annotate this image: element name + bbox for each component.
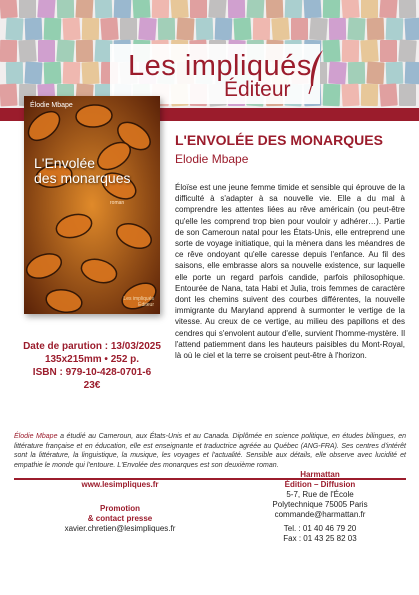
monarch-butterflies-illustration <box>24 96 160 314</box>
website-link[interactable]: www.lesimpliques.fr <box>81 480 159 489</box>
book-tile <box>347 18 365 41</box>
book-tile <box>100 17 118 40</box>
book-author: Elodie Mbape <box>175 152 249 166</box>
logo-text: Les impliqués <box>128 50 312 82</box>
book-tile <box>253 18 270 40</box>
book-tile <box>341 0 359 19</box>
book-tile <box>95 0 113 18</box>
book-tile <box>0 84 18 107</box>
book-tile <box>190 0 207 18</box>
book-tile <box>76 40 93 62</box>
cover-publisher-sub: Éditeur <box>138 302 154 308</box>
book-tile <box>0 40 17 62</box>
book-tile <box>361 0 378 18</box>
book-tile <box>398 39 416 62</box>
book-tile <box>233 18 251 41</box>
book-tile <box>208 0 226 19</box>
book-tile <box>56 39 74 62</box>
distributor-address-1: 5-7, Rue de l'École <box>286 490 354 499</box>
book-tile <box>215 18 233 41</box>
book-tile <box>399 84 416 106</box>
book-tile <box>342 40 359 62</box>
book-title: L'ENVOLÉE DES MONARQUES <box>175 132 383 148</box>
book-format: 135x215mm • 252 p. <box>44 354 140 365</box>
cover-publisher <box>123 296 154 308</box>
book-tile <box>379 0 397 19</box>
book-tile <box>303 0 321 18</box>
book-tile <box>361 84 378 106</box>
feather-icon <box>306 48 326 96</box>
distributor-address-2: Polytechnique 75005 Paris <box>272 500 368 509</box>
book-tile <box>348 62 365 84</box>
book-tile <box>24 62 42 85</box>
book-tile <box>386 18 404 41</box>
header-banner <box>0 0 419 108</box>
bio-text: a étudié au Cameroun, aux États-Unis et au Canada. Diplômée en science politique, en études bilingues, en littérature française et en éducation, elle est enseignante et traductrice agréée au Québec (ANG-FRA). Ses centres d'intérêt sont la littérature, la linguistique, la musique, les voyages et l'actualité. Sensible aux détails, elle observe avec lucidité et empathie le monde qui l'entoure. L'Envolée des monarques est son deuxième roman. <box>14 433 406 469</box>
book-tile <box>367 18 385 41</box>
book-tile <box>63 62 81 85</box>
book-tile <box>329 18 346 40</box>
cover-publisher-name: Les impliqués <box>123 296 154 302</box>
distributor-phone: Tel. : 01 40 46 79 20 <box>283 524 357 533</box>
release-date: Date de parution : 13/03/2025 <box>23 341 161 352</box>
book-tile <box>152 0 169 18</box>
book-tile <box>114 0 132 18</box>
book-tile <box>291 18 308 40</box>
isbn: ISBN : 979-10-428-0701-6 <box>32 367 152 378</box>
book-tile <box>170 0 188 19</box>
book-tile <box>18 39 36 62</box>
cover-title-line1: L'Envolée <box>34 155 96 171</box>
book-tile <box>196 18 214 41</box>
book-tile <box>360 39 378 62</box>
distributor-info <box>240 470 400 544</box>
book-tile <box>246 0 264 18</box>
book-tile <box>120 18 137 40</box>
promo-label: Promotion <box>100 504 140 513</box>
book-tile <box>38 40 55 62</box>
cover-author: Élodie Mbape <box>30 102 73 109</box>
book-tile <box>6 62 23 84</box>
cover-title-line2: des monarques <box>34 170 131 186</box>
book-tile <box>341 84 359 107</box>
book-tile <box>132 0 150 18</box>
book-tile <box>176 18 194 41</box>
book-tile <box>75 0 93 18</box>
distributor-name: Harmattan <box>300 470 340 479</box>
book-tile <box>158 18 175 40</box>
book-tile <box>228 0 245 18</box>
book-tile <box>404 18 419 41</box>
book-tile <box>386 62 404 85</box>
book-tile <box>399 0 416 18</box>
book-tile <box>82 18 99 40</box>
book-tile <box>5 18 23 41</box>
book-tile <box>37 0 55 19</box>
book-tile <box>328 61 346 84</box>
synopsis: Éloïse est une jeune femme timide et sensible qui éprouve de la difficulté à s'adapter à sa nouvelle vie. Elle a du mal à comprendre les attentes liées au rêve américain (ou peut-être qu'elle les comprend trop bien pour vouloir y adhérer…). Partie de son Cameroun natal pour les États-Unis, elle entreprend une sorte de voyage initiatique, qui la mènera dans les méandres de ce rêve ondoyant qu'elle caresse depuis l'enfance. Au fil des saisons, elle embrasse alors sa nouvelle existence, sur laquelle elle porte un regard parfois candide, parfois philosophique. Entourée de Nana, tata Habi et Julia, trois femmes de caractère dont les chemins suivent des courbes différentes, la nouvelle immigrante du Maryland apprend à surmonter le vertige de la vitesse. Au creux de ce vertige, au milieu des papillons et des cendres qui s'envolent autour d'elle, survient l'homme-mystère. Il l'attend patiemment dans les hauteurs paisibles du Mont-Royal, là où le ciel et la terre se croisent peut-être à l'horizon. <box>175 183 405 361</box>
book-tile <box>81 62 99 85</box>
book-tile <box>57 0 74 18</box>
book-tile <box>271 17 289 40</box>
book-tile <box>285 0 303 18</box>
book-tile <box>0 0 18 19</box>
book-tile <box>44 62 62 85</box>
book-cover <box>24 96 160 314</box>
logo-subtext: Éditeur <box>224 78 291 101</box>
author-bio <box>14 432 406 470</box>
publication-info <box>0 340 184 392</box>
book-tile <box>405 62 419 85</box>
distributor-role: Édition – Diffusion <box>284 480 356 489</box>
book-tile <box>366 62 384 85</box>
bio-author-name: Élodie Mbape <box>14 433 58 440</box>
book-tile <box>323 0 340 18</box>
book-tile <box>19 0 36 18</box>
book-tile <box>379 83 397 106</box>
book-tile <box>138 17 156 40</box>
book-tile <box>309 17 327 40</box>
cover-title <box>34 156 154 186</box>
promo-label-2: & contact presse <box>87 514 153 523</box>
distributor-fax: Fax : 01 43 25 82 03 <box>283 534 357 543</box>
book-tile <box>44 18 62 41</box>
book-tile <box>266 0 284 18</box>
distributor-email[interactable]: commande@harmattan.fr <box>274 510 366 519</box>
footer-contact <box>40 480 200 534</box>
book-tile <box>380 40 397 62</box>
book-tile <box>62 18 80 41</box>
book-tile <box>25 18 43 41</box>
price: 23€ <box>83 380 101 391</box>
promo-email[interactable]: xavier.chretien@lesimpliques.fr <box>64 524 176 533</box>
cover-genre: roman <box>110 200 125 206</box>
